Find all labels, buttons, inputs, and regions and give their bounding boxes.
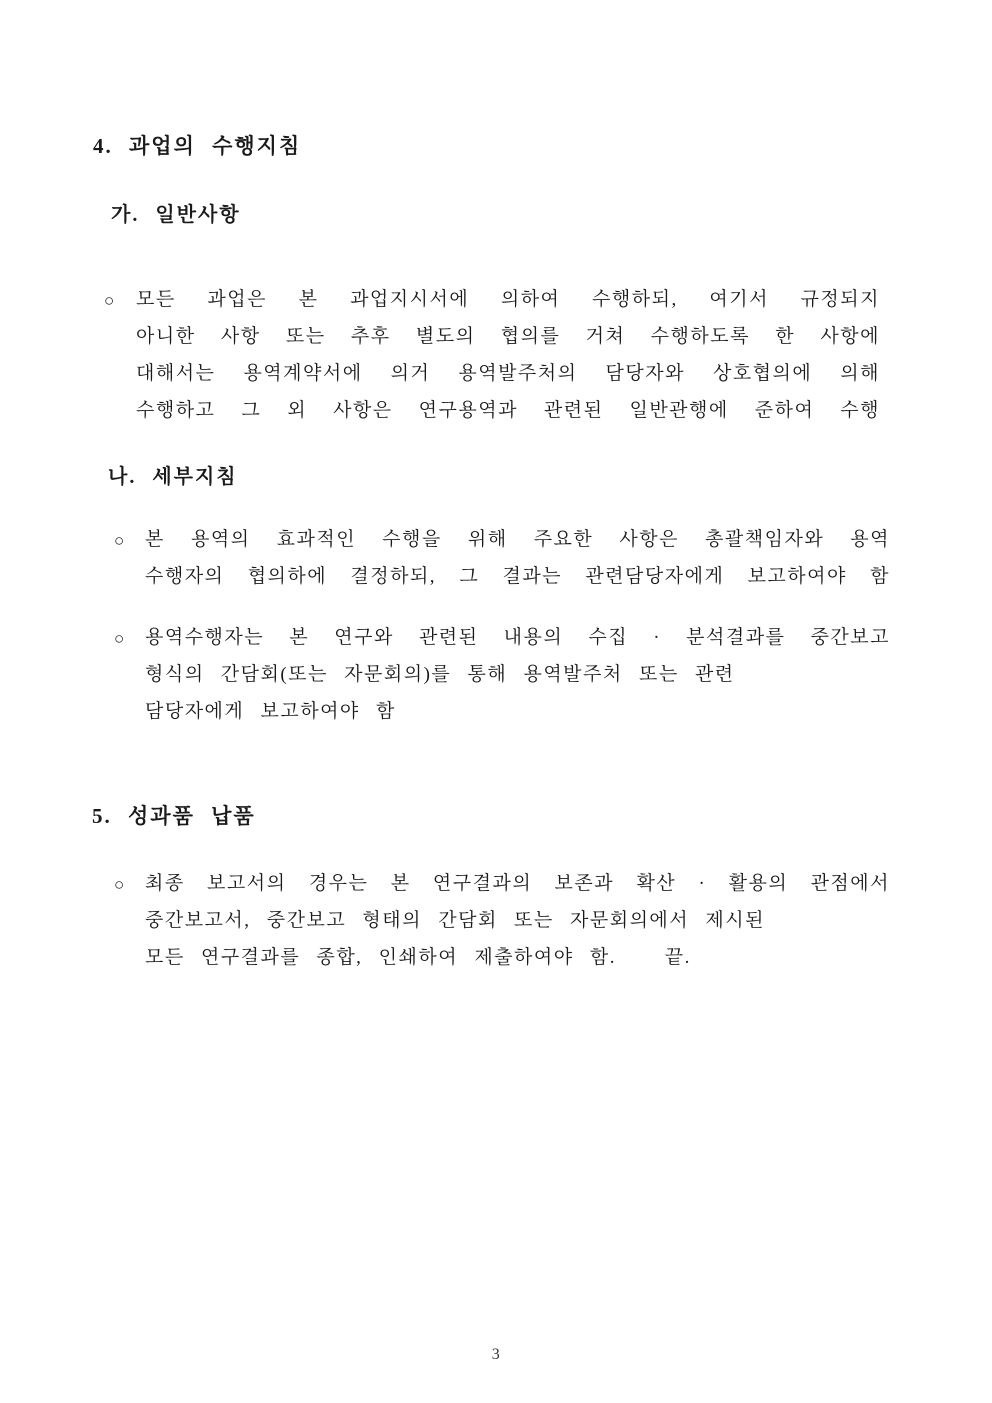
paragraph-lines: [136, 281, 880, 429]
text-line: 대해서는 용역계약서에 의거 용역발주처의 담당자와 상호협의에 의해: [136, 363, 880, 384]
paragraph-detail-rule-2: [0, 619, 992, 730]
section-4-heading: 4. 과업의 수행지침: [93, 134, 302, 158]
section-5-heading: 5. 성과품 납품: [92, 804, 256, 828]
text-line: 모든 과업은 본 과업지시서에 의하여 수행하되, 여기서 규정되지: [136, 289, 880, 310]
paragraph-lines: [145, 521, 890, 595]
text-line: 최종 보고서의 경우는 본 연구결과의 보존과 확산 · 활용의 관점에서: [145, 873, 890, 894]
text-line: 아니한 사항 또는 추후 별도의 협의를 거쳐 수행하도록 한 사항에: [136, 326, 880, 347]
paragraph-detail-rule-1: [0, 521, 992, 595]
circle-bullet-icon: ○: [114, 531, 125, 550]
text-line: 모든 연구결과를 종합, 인쇄하여 제출하여야 함. 끝.: [145, 947, 691, 968]
text-line: 수행자의 협의하에 결정하되, 그 결과는 관련담당자에게 보고하여야 함: [145, 566, 890, 587]
paragraph-lines: [145, 865, 890, 976]
paragraph-general-rules: [0, 281, 992, 429]
text-line: 담당자에게 보고하여야 함: [145, 701, 396, 722]
text-line: 본 용역의 효과적인 수행을 위해 주요한 사항은 총괄책임자와 용역: [145, 529, 890, 550]
page-number: 3: [491, 1346, 501, 1363]
text-line: 수행하고 그 외 사항은 연구용역과 관련된 일반관행에 준하여 수행: [136, 400, 880, 421]
paragraph-deliverables: [0, 865, 992, 976]
paragraph-lines: [145, 619, 890, 730]
text-line: 형식의 간담회(또는 자문회의)를 통해 용역발주처 또는 관련: [145, 664, 735, 685]
subsection-na-heading: 나. 세부지침: [108, 466, 238, 488]
subsection-ga-heading: 가. 일반사항: [111, 204, 241, 226]
text-line: 중간보고서, 중간보고 형태의 간담회 또는 자문회의에서 제시된: [145, 910, 765, 931]
circle-bullet-icon: ○: [114, 875, 125, 894]
text-line: 용역수행자는 본 연구와 관련된 내용의 수집 · 분석결과를 중간보고: [145, 627, 890, 648]
circle-bullet-icon: ○: [104, 291, 115, 310]
circle-bullet-icon: ○: [114, 629, 125, 648]
